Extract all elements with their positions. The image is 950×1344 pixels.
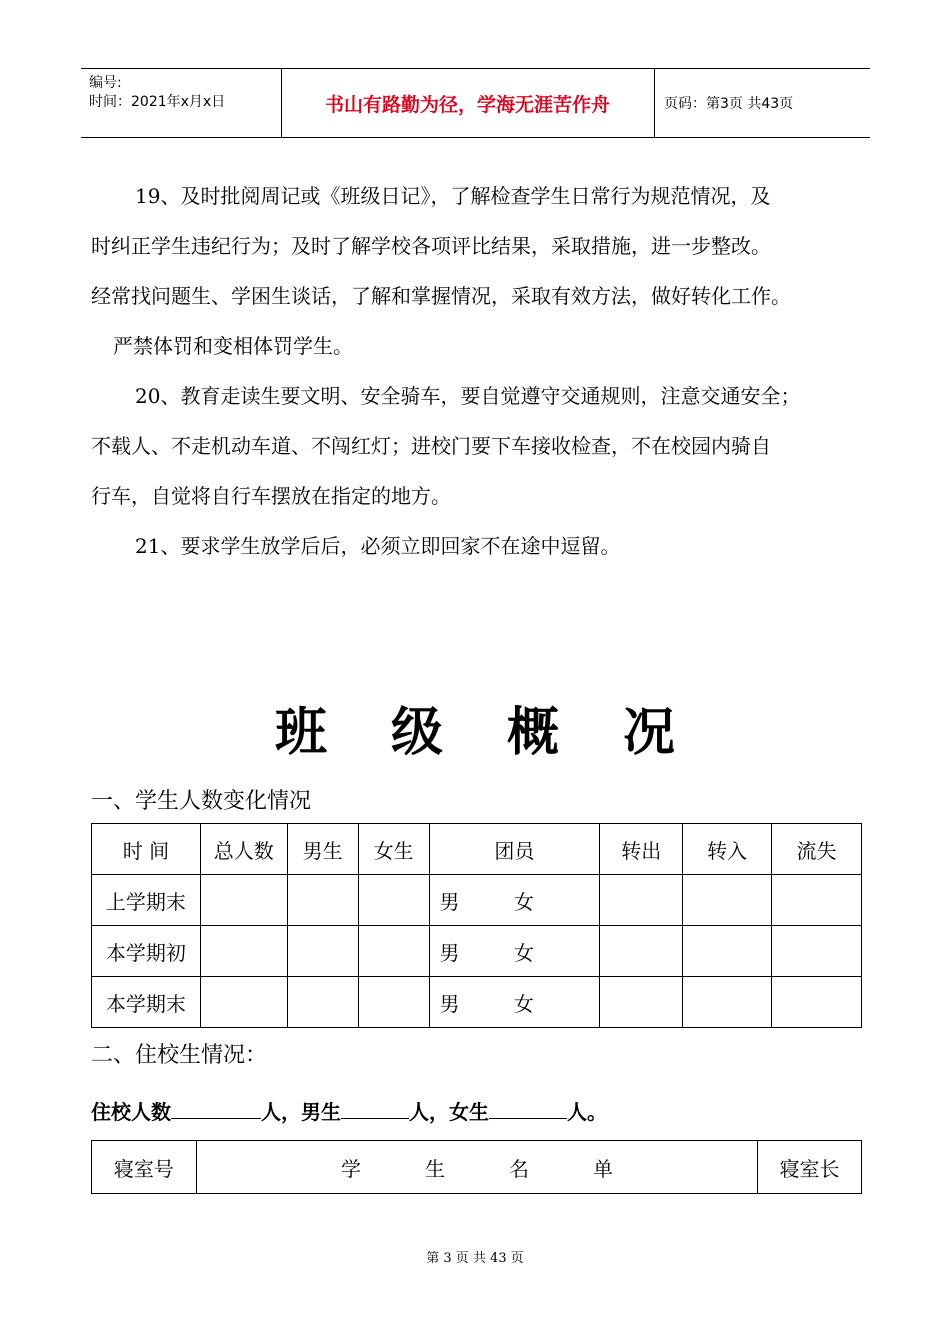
paragraph-19-line: 时纠正学生违纪行为；及时了解学校各项评比结果，采取措施，进一步整改。 [91,234,771,258]
column-header: 学生名单 [196,1141,757,1194]
table-cell [772,926,862,977]
document-number-label: 编号: [89,75,122,91]
table-cell [200,875,287,926]
document-date-label: 时间：2021年x月x日 [89,94,226,110]
section-heading-boarders: 二、住校生情况： [91,1043,268,1068]
column-header: 寝室长 [758,1141,862,1194]
boarder-male-label: 人，男生 [261,1100,341,1124]
table-cell [683,977,772,1028]
table-cell [358,875,429,926]
page-footer: 第 3 页 共 43 页 [426,1251,524,1266]
table-cell [683,875,772,926]
table-cell [358,977,429,1028]
row-label: 本学期末 [92,977,201,1028]
table-cell [772,875,862,926]
column-header: 转入 [683,824,772,875]
table-row [92,977,862,1028]
league-member-cell [429,977,600,1028]
male-label: 男 [439,889,460,914]
boarder-female-label: 人，女生 [409,1100,489,1124]
paragraph-20-line: 行车，自觉将自行车摆放在指定的地方。 [91,484,451,508]
table-header-row [92,1141,862,1194]
league-member-cell [429,926,600,977]
table-cell [287,977,358,1028]
male-label: 男 [439,940,460,965]
table-cell [600,977,683,1028]
boarder-total-blank[interactable] [171,1098,261,1119]
table-cell [600,875,683,926]
dormitory-table [91,1140,862,1194]
table-cell [200,977,287,1028]
male-label: 男 [439,991,460,1016]
boarder-count-end: 人。 [567,1100,607,1124]
paragraph-19-line: 19、及时批阅周记或《班级日记》，了解检查学生日常行为规范情况，及 [135,184,771,208]
paragraph-20-line: 不载人、不走机动车道、不闯红灯；进校门要下车接收检查，不在校园内骑自 [91,434,771,458]
column-header: 时 间 [92,824,201,875]
section-heading-student-count: 一、学生人数变化情况 [91,789,312,814]
column-header: 团员 [429,824,600,875]
female-label: 女 [513,940,534,965]
table-row [92,875,862,926]
row-label: 上学期末 [92,875,201,926]
student-count-table [91,823,862,1028]
header-motto: 书山有路勤为径，学海无涯苦作舟 [324,93,610,116]
header-page-number: 页码：第3页 共43页 [664,96,794,112]
row-label: 本学期初 [92,926,201,977]
paragraph-20-line: 20、教育走读生要文明、安全骑车，要自觉遵守交通规则，注意交通安全； [135,384,801,408]
boarder-male-blank[interactable] [341,1098,409,1119]
boarder-female-blank[interactable] [489,1098,567,1119]
paragraph-19-line: 经常找问题生、学困生谈话，了解和掌握情况，采取有效方法，做好转化工作。 [91,284,791,308]
paragraph-19-line: 严禁体罚和变相体罚学生。 [113,334,353,358]
table-cell [200,926,287,977]
column-header: 寝室号 [92,1141,197,1194]
table-cell [287,926,358,977]
table-cell [358,926,429,977]
table-cell [600,926,683,977]
column-header: 流失 [772,824,862,875]
paragraph-21-line: 21、要求学生放学后后，必须立即回家不在途中逗留。 [135,534,621,558]
page-title: 班级概况 [274,703,739,763]
column-header: 男生 [287,824,358,875]
female-label: 女 [513,991,534,1016]
page-header [81,68,870,138]
female-label: 女 [513,889,534,914]
boarder-count-prefix: 住校人数 [91,1100,171,1124]
column-header: 转出 [600,824,683,875]
table-cell [287,875,358,926]
table-row [92,926,862,977]
header-meta [81,69,281,137]
table-header-row [92,824,862,875]
league-member-cell [429,875,600,926]
table-cell [683,926,772,977]
table-cell [772,977,862,1028]
boarder-count-line [91,1096,607,1125]
column-header: 女生 [358,824,429,875]
column-header: 总人数 [200,824,287,875]
